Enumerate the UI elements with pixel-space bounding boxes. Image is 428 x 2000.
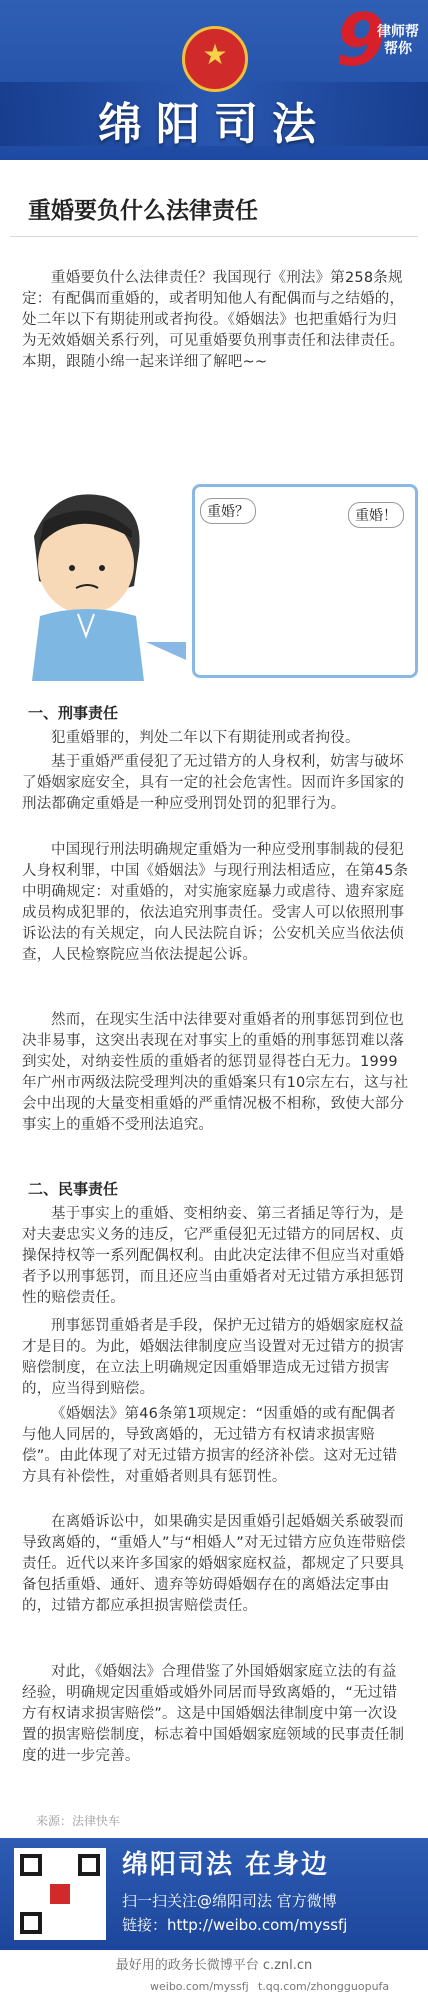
platform-credit: 最好用的政务长微博平台 c.znl.cn	[115, 1958, 313, 1973]
watermark-qq: t.qq.com/zhongguopufa	[258, 1980, 390, 1993]
civil-paragraph-1: 基于事实上的重婚、变相纳妾、第三者插足等行为，是对夫妻忠实义务的违反，它严重侵犯无过错方的同居权、贞操保持权等一系列配偶权利。由此决定法律不但应当对重婚者予以刑事惩罚，而且还应当由重婚者对无过错方承担惩罚性的赔偿责任。	[22, 1206, 405, 1306]
footer-slogan: 绵阳司法 在身边	[122, 1850, 330, 1880]
article-title: 重婚要负什么法律责任	[0, 192, 428, 225]
lawyer-help-badge	[330, 0, 420, 82]
civil-paragraph-4: 在离婚诉讼中，如果确实是因重婚引起婚姻关系破裂而导致离婚的，“重婚人”与“相婚人”对无过错方应负连带赔偿责任。近代以来许多国家的婚姻家庭权益，都规定了只要具备包括重婚、通奸、遗弃等妨碍婚姻存在的离婚法定事由的，过错方都应承担损害赔偿责任。	[22, 1514, 406, 1614]
footer-banner	[0, 1838, 428, 1950]
criminal-paragraph-1: 犯重婚罪的，判处二年以下有期徒刑或者拘役。	[51, 730, 360, 746]
section-heading-criminal: 一、刑事责任	[28, 704, 119, 722]
civil-paragraph-2: 刑事惩罚重婚者是手段，保护无过错方的婚姻家庭权益才是目的。为此，婚姻法律制度应当设置对无过错方的损害赔偿制度，在立法上明确规定因重婚罪造成无过错方损害的，应当得到赔偿。	[22, 1318, 405, 1397]
intro-paragraph: 重婚要负什么法律责任？我国现行《刑法》第258条规定：有配偶而重婚的，或者明知他人有配偶而与之结婚的，处二年以下有期徒刑或者拘役。《婚姻法》也把重婚行为归为无效婚姻关系行列，可见重婚要负刑事责任和法律责任。本期，跟随小绵一起来详细了解吧~~	[22, 270, 405, 370]
header-banner	[0, 0, 428, 160]
criminal-paragraph-2: 基于重婚严重侵犯了无过错方的人身权利，妨害与破坏了婚姻家庭安全，具有一定的社会危害性。因而许多国家的刑法都确定重婚是一种应受刑罚处罚的犯罪行为。	[22, 754, 405, 812]
banner-title: 绵阳司法	[98, 99, 330, 150]
article-source: 来源：法律快车	[36, 1814, 121, 1828]
footer-follow-text: 扫一扫关注@绵阳司法 官方微博	[122, 1892, 337, 1910]
speech-bubble-right: 重婚！	[348, 502, 404, 528]
national-emblem-icon	[182, 26, 248, 92]
watermark-weibo: weibo.com/myssfj	[150, 1980, 249, 1993]
criminal-paragraph-4: 然而，在现实生活中法律要对重婚者的刑事惩罚到位也决非易事，这突出表现在对事实上的重婚的刑事惩罚难以落到实处，对纳妾性质的重婚者的惩罚显得苍白无力。1999年广州市两级法院受理判决的重婚案只有10宗左右，这与社会中出现的大量变相重婚的严重情况极不相称，致使大部分事实上的重婚不受刑法追究。	[22, 1012, 409, 1133]
civil-paragraph-5: 对此，《婚姻法》合理借鉴了外国婚姻家庭立法的有益经验，明确规定因重婚或婚外同居而导致离婚的，“无过错方有权请求损害赔偿”。这是中国婚姻法律制度中第一次设置的损害赔偿制度，标志着中国婚姻家庭领域的民事责任制度的进一步完善。	[22, 1664, 405, 1764]
badge-text: 律师帮帮你	[377, 24, 419, 57]
badge-number: 9	[335, 0, 386, 82]
civil-paragraph-3: 《婚姻法》第46条第1项规定：“因重婚的或有配偶者与他人同居的，导致离婚的，无过错方有权请求损害赔偿”。由此体现了对无过错方损害的经济补偿。这对无过错方具有补偿性，对重婚者则具有惩罚性。	[22, 1406, 398, 1485]
bubble-tail	[146, 642, 186, 660]
section-heading-civil: 二、民事责任	[28, 1180, 119, 1198]
illustration	[14, 476, 414, 686]
sad-man-figure	[32, 494, 144, 681]
footer-weibo-link[interactable]: 链接：http://weibo.com/myssfj	[122, 1916, 348, 1934]
criminal-paragraph-3: 中国现行刑法明确规定重婚为一种应受刑事制裁的侵犯人身权利罪，中国《婚姻法》与现行刑法相适应，在第45条中明确规定：对重婚的，对实施家庭暴力或虐待、遗弃家庭成员构成犯罪的，依法追究刑事责任。受害人可以依照刑事诉讼法的有关规定，向人民法院自诉；公安机关应当依法侦查，人民检察院应当依法提起公诉。	[22, 842, 409, 963]
speech-bubble-left: 重婚？	[200, 498, 256, 524]
qr-code-icon[interactable]	[14, 1848, 106, 1940]
